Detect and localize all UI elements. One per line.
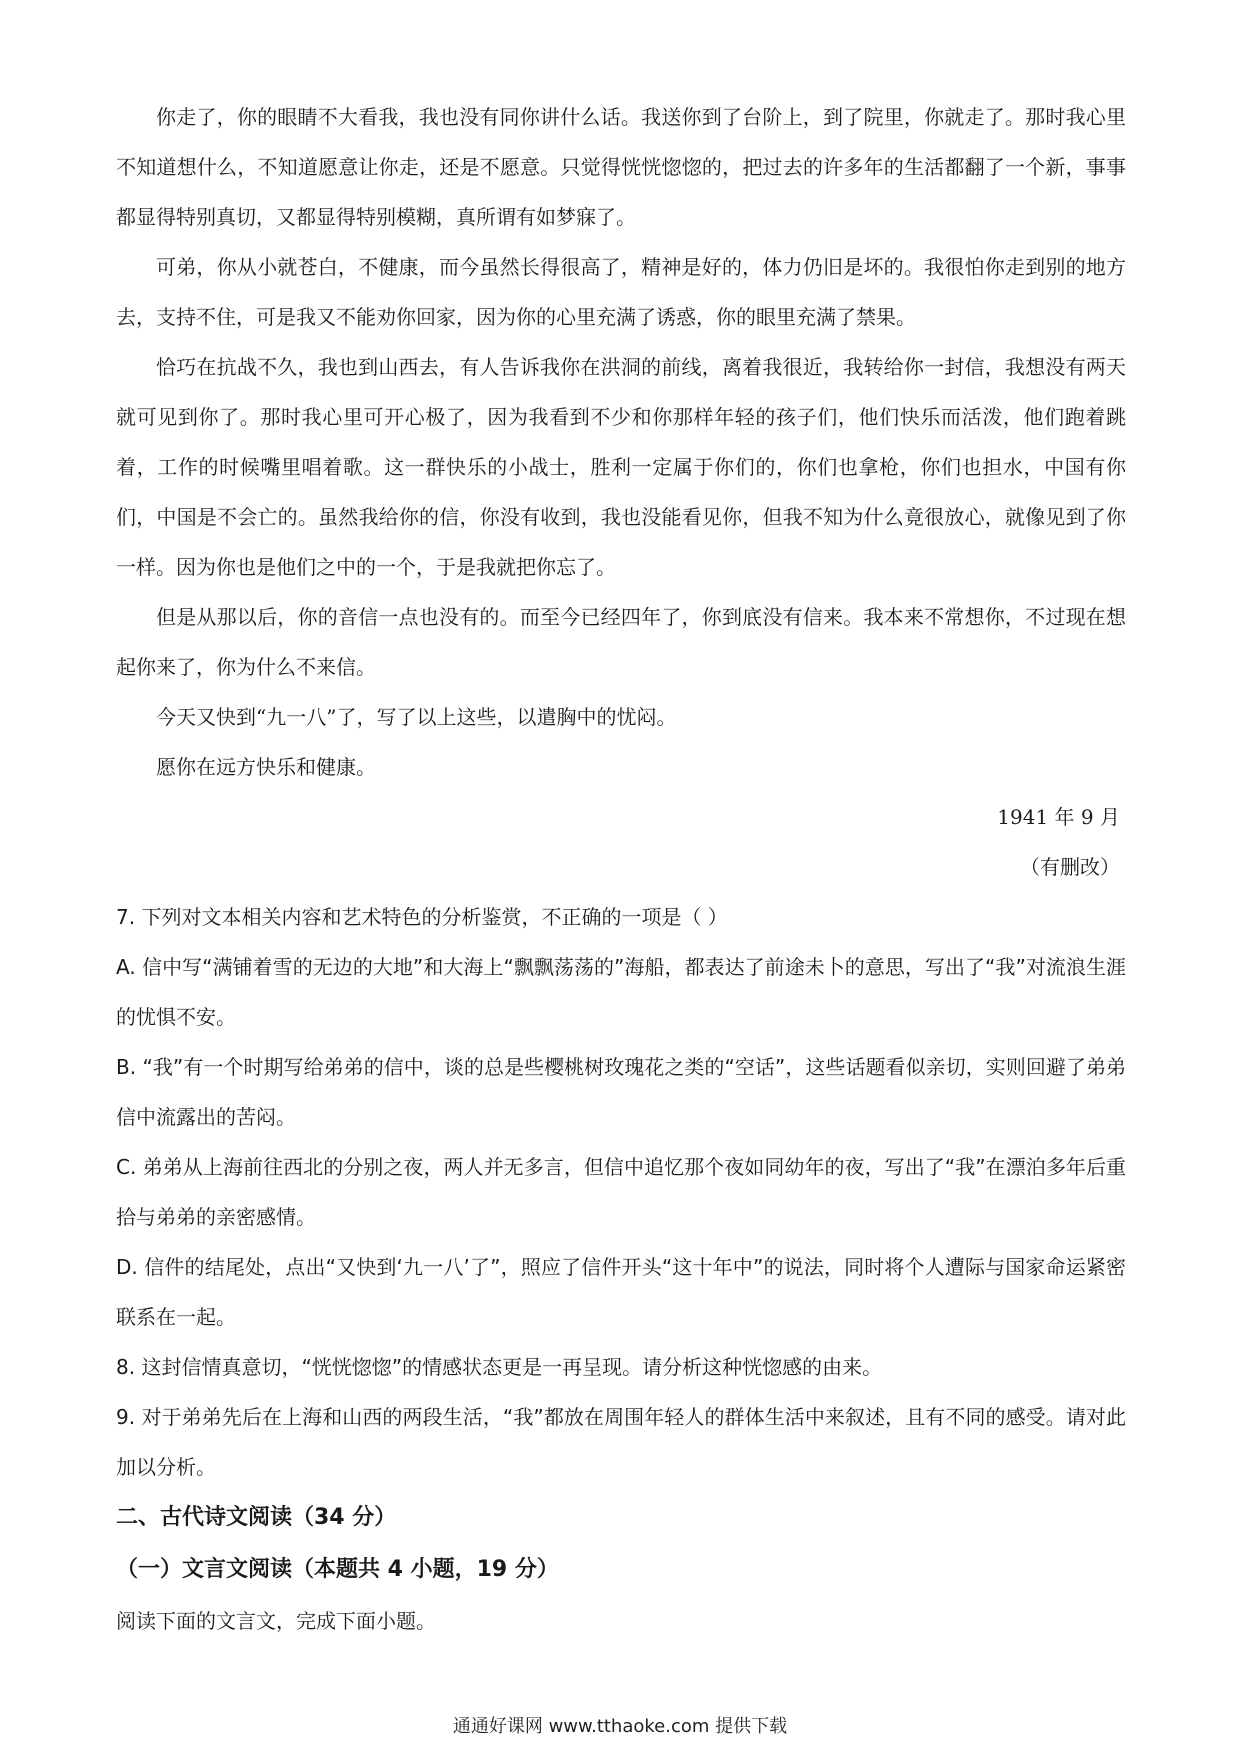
question-7-stem: 7. 下列对文本相关内容和艺术特色的分析鉴赏，不正确的一项是（ ） (116, 905, 728, 929)
page-footer: 通通好课网 www.tthaoke.com 提供下载 (452, 1716, 788, 1737)
question-7-option-b: B. “我”有一个时期写给弟弟的信中，谈的总是些樱桃树玫瑰花之类的“空话”，这些话题看似亲切，实则回避了弟弟信中流露出的苦闷。 (116, 1055, 1126, 1129)
letter-paragraph-3: 恰巧在抗战不久，我也到山西去，有人告诉我你在洪洞的前线，离着我很近，我转给你一封信，我想没有两天就可见到你了。那时我心里可开心极了，因为我看到不少和你那样年轻的孩子们，他们快乐而活泼，他们跑着跳着，工作的时候嘴里唱着歌。这一群快乐的小战士，胜利一定属于你们的，你们也拿枪，你们也担水，中国有你们，中国是不会亡的。虽然我给你的信，你没有收到，我也没能看见你，但我不知为什么竟很放心，就像见到了你一样。因为你也是他们之中的一个，于是我就把你忘了。 (116, 355, 1126, 579)
section-2-title: 二、古代诗文阅读（34 分） (116, 1505, 397, 1530)
question-7-option-a: A. 信中写“满铺着雪的无边的大地”和大海上“飘飘荡荡的”海船，都表达了前途未卜的意思，写出了“我”对流浪生涯的忧惧不安。 (116, 955, 1126, 1029)
letter-paragraph-6: 愿你在远方快乐和健康。 (156, 755, 376, 779)
question-7-option-d: D. 信件的结尾处，点出“又快到‘九一八’了”，照应了信件开头“这十年中”的说法，同时将个人遭际与国家命运紧密联系在一起。 (116, 1255, 1126, 1329)
letter-edit-note: （有删改） (1020, 855, 1120, 879)
letter-paragraph-5: 今天又快到“九一八”了，写了以上这些，以遣胸中的忧闷。 (156, 705, 677, 729)
question-7-option-c: C. 弟弟从上海前往西北的分别之夜，两人并无多言，但信中追忆那个夜如同幼年的夜，写出了“我”在漂泊多年后重拾与弟弟的亲密感情。 (116, 1155, 1126, 1229)
question-9: 9. 对于弟弟先后在上海和山西的两段生活，“我”都放在周围年轻人的群体生活中来叙述，且有不同的感受。请对此加以分析。 (116, 1405, 1126, 1479)
section-2-instruction: 阅读下面的文言文，完成下面小题。 (116, 1609, 436, 1633)
section-2-subtitle: （一）文言文阅读（本题共 4 小题，19 分） (116, 1557, 559, 1582)
letter-date: 1941 年 9 月 (997, 805, 1120, 829)
question-8: 8. 这封信情真意切，“恍恍惚惚”的情感状态更是一再呈现。请分析这种恍惚感的由来。 (116, 1355, 883, 1379)
letter-paragraph-1: 你走了，你的眼睛不大看我，我也没有同你讲什么话。我送你到了台阶上，到了院里，你就走了。那时我心里不知道想什么，不知道愿意让你走，还是不愿意。只觉得恍恍惚惚的，把过去的许多年的生活都翻了一个新，事事都显得特别真切，又都显得特别模糊，真所谓有如梦寐了。 (116, 105, 1126, 229)
letter-paragraph-4: 但是从那以后，你的音信一点也没有的。而至今已经四年了，你到底没有信来。我本来不常想你，不过现在想起你来了，你为什么不来信。 (116, 605, 1126, 679)
page-content (116, 92, 1126, 1646)
letter-paragraph-2: 可弟，你从小就苍白，不健康，而今虽然长得很高了，精神是好的，体力仍旧是坏的。我很怕你走到别的地方去，支持不住，可是我又不能劝你回家，因为你的心里充满了诱惑，你的眼里充满了禁果。 (116, 255, 1126, 329)
